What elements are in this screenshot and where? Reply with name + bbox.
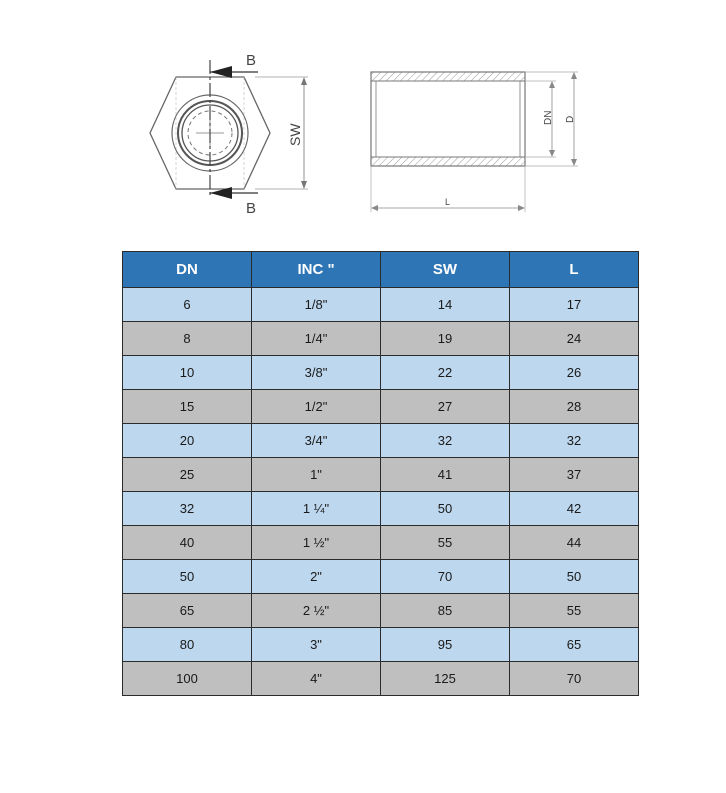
cell-l: 55 [510,594,639,628]
cell-l: 32 [510,424,639,458]
cell-sw: 19 [381,322,510,356]
cell-inch: 1 ¼" [252,492,381,526]
table-row [123,560,639,594]
l-dimension-label: L [445,197,451,207]
table-row [123,424,639,458]
table-row [123,288,639,322]
cell-sw: 55 [381,526,510,560]
d-dimension-label: D [565,115,576,123]
cell-sw: 125 [381,662,510,696]
header-dn: DN [123,252,252,288]
cell-dn: 40 [123,526,252,560]
cell-l: 42 [510,492,639,526]
cell-inch: 3" [252,628,381,662]
cell-sw: 41 [381,458,510,492]
cell-sw: 32 [381,424,510,458]
side-section-view [371,72,578,212]
section-label-top: B [246,52,257,69]
cell-l: 26 [510,356,639,390]
cell-inch: 2 ½" [252,594,381,628]
cell-l: 44 [510,526,639,560]
table-row [123,356,639,390]
sw-dimension-label: SW [287,123,303,146]
cell-dn: 50 [123,560,252,594]
cell-inch: 3/4" [252,424,381,458]
table-row [123,458,639,492]
cell-l: 70 [510,662,639,696]
cell-l: 37 [510,458,639,492]
cell-dn: 20 [123,424,252,458]
wall-top-hatch [371,72,525,81]
header-l: L [510,252,639,288]
cell-dn: 100 [123,662,252,696]
cell-sw: 70 [381,560,510,594]
body-outline [371,72,525,166]
cell-sw: 95 [381,628,510,662]
cell-inch: 3/8" [252,356,381,390]
cell-inch: 4" [252,662,381,696]
cell-inch: 1/8" [252,288,381,322]
table-row [123,322,639,356]
wall-bottom-hatch [371,157,525,166]
cell-dn: 6 [123,288,252,322]
table-row [123,662,639,696]
cell-dn: 80 [123,628,252,662]
cell-sw: 85 [381,594,510,628]
cell-inch: 1/4" [252,322,381,356]
cell-sw: 22 [381,356,510,390]
technical-drawing [0,0,726,230]
cell-inch: 1" [252,458,381,492]
header-inch: INC " [252,252,381,288]
cell-sw: 14 [381,288,510,322]
cell-dn: 65 [123,594,252,628]
cell-l: 28 [510,390,639,424]
cell-l: 17 [510,288,639,322]
cell-l: 24 [510,322,639,356]
dimensions-table [122,251,639,696]
cell-dn: 8 [123,322,252,356]
cell-inch: 1/2" [252,390,381,424]
dn-dimension-label: DN [543,110,554,125]
cell-sw: 27 [381,390,510,424]
cell-l: 50 [510,560,639,594]
table-header-row [123,252,639,288]
section-label-bottom: B [246,200,257,217]
cell-dn: 10 [123,356,252,390]
cell-dn: 32 [123,492,252,526]
cell-dn: 15 [123,390,252,424]
cell-l: 65 [510,628,639,662]
cell-inch: 1 ½" [252,526,381,560]
cell-dn: 25 [123,458,252,492]
table-row [123,492,639,526]
table-row [123,594,639,628]
table-row [123,390,639,424]
table-row [123,526,639,560]
cell-inch: 2" [252,560,381,594]
front-view [150,52,308,217]
header-sw: SW [381,252,510,288]
table-row [123,628,639,662]
cell-sw: 50 [381,492,510,526]
section-arrow-top [210,66,232,78]
